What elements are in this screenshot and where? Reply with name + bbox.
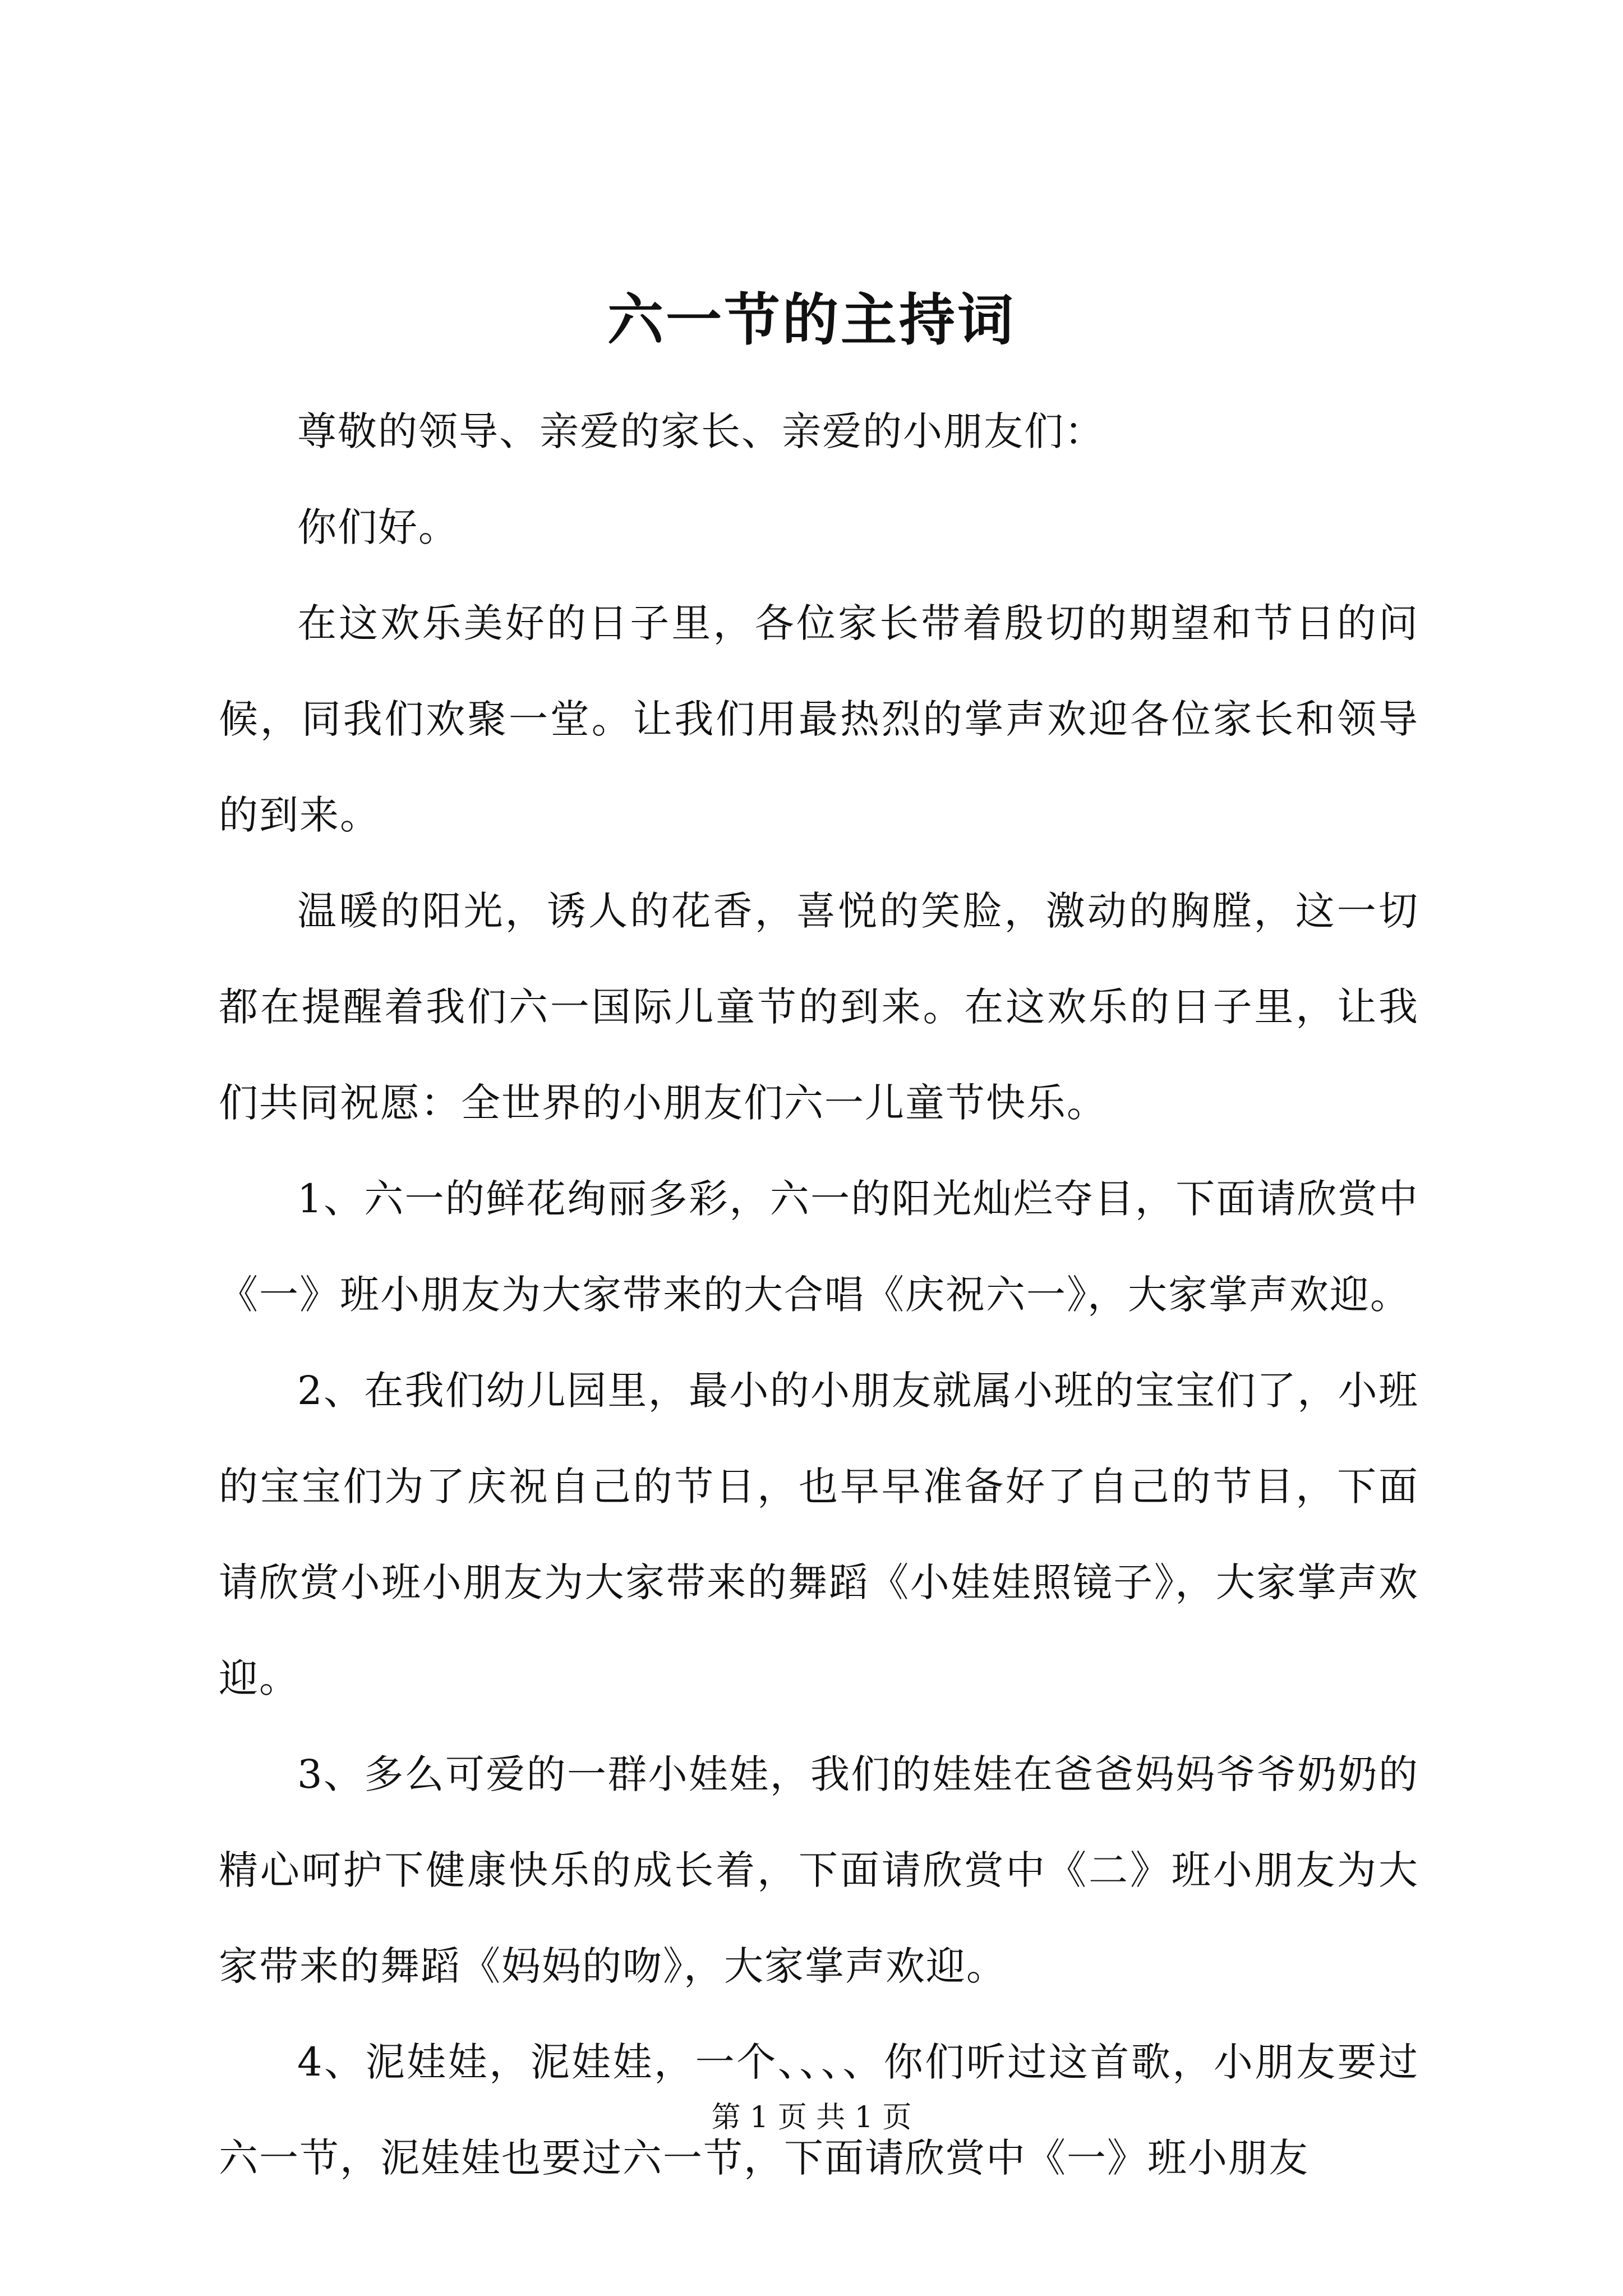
paragraph-welcome: 在这欢乐美好的日子里，各位家长带着殷切的期望和节日的问候，同我们欢聚一堂。让我们用最热烈的掌声欢迎各位家长和领导的到来。: [219, 600, 1419, 838]
paragraph-greeting: 你们好。: [297, 504, 459, 550]
paragraph-item-2: 2、在我们幼儿园里，最小的小朋友就属小班的宝宝们了，小班的宝宝们为了庆祝自己的节日，也早早准备好了自己的节目，下面请欣赏小班小朋友为大家带来的舞蹈《小娃娃照镜子》，大家掌声欢迎。: [219, 1368, 1419, 1701]
paragraph-item-3: 3、多么可爱的一群小娃娃，我们的娃娃在爸爸妈妈爷爷奶奶的精心呵护下健康快乐的成长着，下面请欣赏中《二》班小朋友为大家带来的舞蹈《妈妈的吻》，大家掌声欢迎。: [219, 1751, 1419, 1989]
paragraph-item-1: 1、六一的鲜花绚丽多彩，六一的阳光灿烂夺目，下面请欣赏中《一》班小朋友为大家带来的大合唱《庆祝六一》，大家掌声欢迎。: [219, 1176, 1419, 1318]
paragraph-opening: 温暖的阳光，诱人的花香，喜悦的笑脸，激动的胸膛，这一切都在提醒着我们六一国际儿童节的到来。在这欢乐的日子里，让我们共同祝愿：全世界的小朋友们六一儿童节快乐。: [219, 888, 1419, 1126]
document-title: 六一节的主持词: [607, 287, 1016, 353]
paragraph-salutation: 尊敬的领导、亲爱的家长、亲爱的小朋友们：: [297, 408, 1105, 454]
page-number-footer: 第 1 页 共 1 页: [711, 2101, 912, 2134]
document-body: [219, 384, 1419, 2206]
paragraph-item-4: 4、泥娃娃，泥娃娃，一个、、、、你们听过这首歌，小朋友要过六一节，泥娃娃也要过六一节，下面请欣赏中《一》班小朋友: [219, 2039, 1419, 2181]
